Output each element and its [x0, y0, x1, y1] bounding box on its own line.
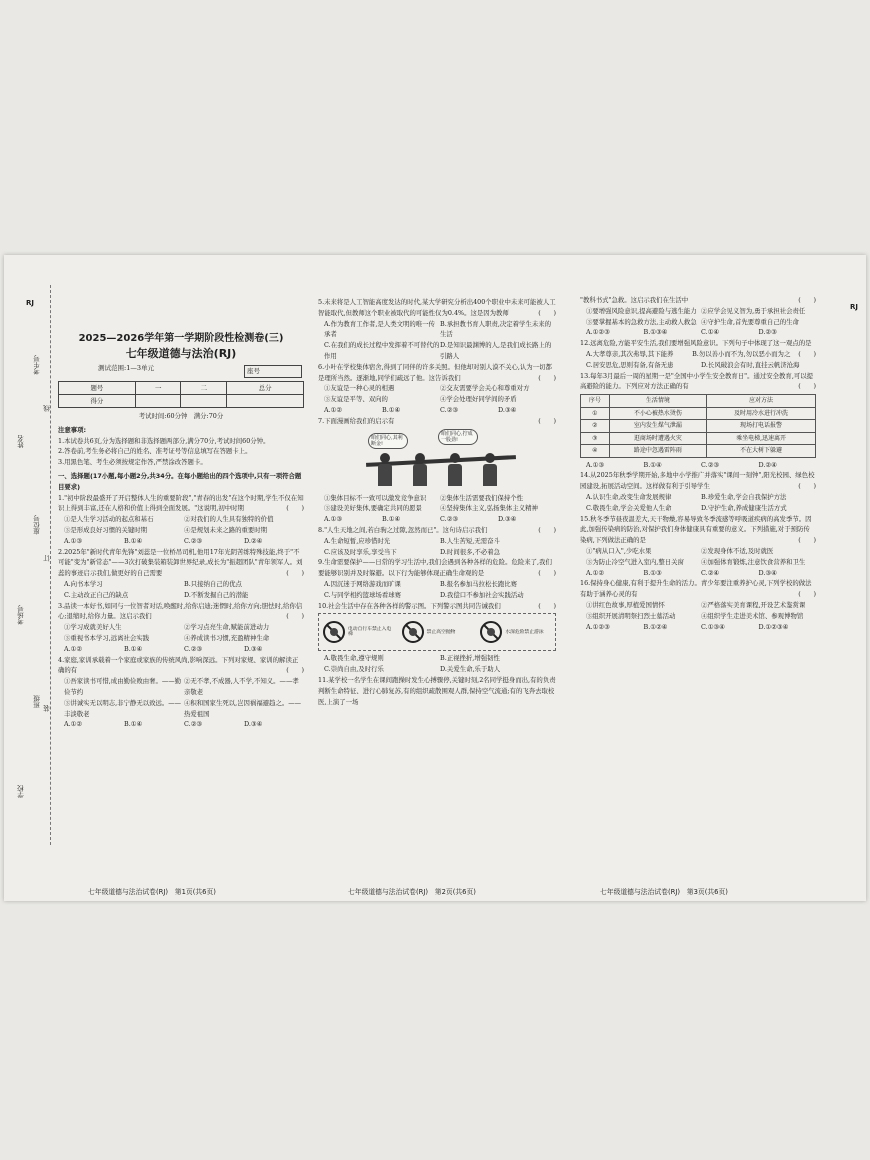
table-row — [581, 407, 816, 420]
choice-item: D.②④ — [244, 536, 263, 545]
table-row — [581, 420, 816, 433]
head — [415, 453, 425, 463]
choice-item: C.崇尚自由,及时行乐 — [324, 665, 384, 674]
notes-heading: 注意事项: — [58, 425, 87, 434]
answer-bracket: ( ) — [798, 382, 816, 391]
choice-item: B.①④ — [124, 644, 143, 653]
choice-item: C.敬畏生命,学会关爱他人生命 — [586, 503, 672, 512]
question-item — [58, 493, 304, 547]
choice-item: B.①③④ — [643, 328, 668, 337]
page-footer-2: 七年级道德与法治试卷(RJ) 第2页(共6页) — [348, 888, 476, 896]
question-text: 3.品读一本好书,如同与一位智者对话,唤醒时,给你启迪;迷惘时,给你方向;胆怯时,给你信心;退缩时,给你力量。这启示我们 — [58, 601, 303, 621]
choice-item: C.在我们的成长过程中发挥着不可替代的作用 — [324, 341, 440, 360]
choice-item: D.③④ — [758, 568, 777, 577]
choice-item: B.①④ — [124, 720, 143, 729]
choice-row — [580, 349, 798, 360]
option-row — [58, 633, 304, 644]
choice-row — [580, 460, 816, 471]
option-row — [318, 493, 556, 504]
warning-sign — [401, 617, 474, 647]
choice-item: A.①③ — [324, 515, 343, 524]
choice-item: D.时间很多,不必着急 — [440, 547, 501, 556]
option-item: ②严格落实美育课程,开设艺术鉴赏课 — [701, 601, 806, 610]
choice-item: B.①③ — [643, 568, 662, 577]
choice-item: B.报名参加马拉松长跑比赛 — [440, 579, 518, 588]
seat-label: 座号 — [247, 367, 260, 375]
choice-item: A.大孝尊亲,其次弗辱,其下能养 — [586, 349, 674, 358]
question-stem — [580, 514, 816, 546]
answer-bracket: ( ) — [286, 504, 304, 513]
worker-figure — [378, 453, 392, 487]
question-list — [318, 297, 556, 707]
choice-item: B.珍爱生命,学会自我保护方法 — [701, 493, 787, 502]
option-row — [58, 676, 304, 698]
option-item: ②对我们的人生具有独特的价值 — [184, 515, 274, 524]
option-item: ②发现身体不适,及时就医 — [701, 547, 774, 556]
binding-margin — [12, 285, 51, 845]
question-item — [580, 514, 816, 579]
score-cell — [227, 395, 304, 408]
option-item: ③要掌握基本的急救方法,主动救人救急 — [586, 317, 697, 326]
choice-item: C.②③ — [184, 720, 203, 729]
sign-caption: 禁止高空抛物 — [426, 629, 456, 635]
question-text: 15.秋冬季节昼夜温差大,天干物燥,容易导致冬季流感等呼吸道疾病的高发季节。因此,加强传染病的防治,对保护我们身体健康具有重要的意义。下列措施,对于预防传染病,下列做法正确的是 — [580, 514, 812, 545]
score-cell: 得分 — [59, 395, 136, 408]
table-cell: ③ — [581, 432, 610, 445]
choice-item: A.①② — [324, 405, 343, 414]
score-row — [59, 395, 304, 408]
choice-row — [318, 664, 556, 675]
option-row — [580, 546, 816, 557]
question-item — [58, 547, 304, 601]
seal-mark: 订 — [43, 555, 51, 562]
falling-object-ban-icon — [401, 620, 425, 644]
worker-figure — [448, 453, 462, 487]
head — [485, 453, 495, 463]
option-row — [318, 383, 556, 394]
choice-row — [580, 492, 816, 503]
answer-bracket: ( ) — [286, 569, 304, 578]
side-label: 学校 — [17, 785, 25, 798]
sign-caption: 水深危险禁止游泳 — [505, 629, 544, 635]
option-row — [580, 557, 816, 568]
table-header-row — [581, 395, 816, 408]
option-item: ③讲诚实无以明志,非宁静无以致远。——丰淡敬老 — [64, 698, 182, 718]
exam-subject: 七年级道德与法治(RJ) — [125, 347, 237, 360]
column-1 — [58, 283, 304, 896]
note-item: 2.答卷前,考生务必将自己的姓名、准考证号等信息填写在答题卡上。 — [58, 447, 252, 456]
choice-row — [58, 719, 304, 730]
cartoon-illustration — [318, 429, 556, 491]
choice-item: C.居安思危,思则有备,有备无患 — [586, 360, 674, 369]
score-cell: 一 — [135, 382, 181, 395]
option-item: ③建设美好集体,要确定共同的愿景 — [324, 504, 422, 513]
question-item — [318, 601, 556, 675]
option-item: ④守护生命,首先要尊重自己的生命 — [701, 317, 799, 326]
question-stem — [580, 578, 816, 600]
option-item: ①是人生学习活动的起点和基石 — [64, 515, 154, 524]
option-item: ④积和国家生死以,岂因祸福避趋之。——热爱祖国 — [184, 698, 302, 718]
choice-item: D.③④ — [498, 405, 517, 414]
question-stem — [58, 601, 304, 623]
choice-item: B.正视挫折,增强韧性 — [440, 654, 500, 663]
option-item: ②集体生活需要我们保持个性 — [440, 493, 524, 502]
question-item — [580, 338, 816, 370]
choice-row — [580, 503, 816, 514]
choice-row — [580, 360, 816, 371]
question-text: 10.社会生活中存在各种各样的警示图。下列警示图共同告诫我们 — [318, 601, 501, 610]
question-item — [580, 371, 816, 471]
answer-bracket: ( ) — [798, 482, 816, 491]
choice-item: A.生命短暂,应珍惜时光 — [324, 536, 391, 545]
question-list — [58, 493, 304, 731]
question-text: 11.某学校一名学生在课间跑操时发生心搏骤停,关键时刻,2名同学挺身而出,有的负责判断生命特征、进行心肺复苏,有的组织疏散围观人群,保持空气流通;有的飞奔去取校医,上演了一场 — [318, 675, 556, 706]
question-item — [580, 578, 816, 632]
answer-bracket: ( ) — [286, 612, 304, 621]
page-footer-1: 七年级道德与法治试卷(RJ) 第1页(共6页) — [88, 888, 216, 896]
option-row — [580, 306, 816, 317]
choice-item: C.应该及时享乐,享受当下 — [324, 547, 397, 556]
answer-bracket: ( ) — [798, 349, 816, 358]
question-text: 1."初中阶段最盛开了开启整体人生的重要阶段","青春的出发"在这个时期,学生不仅在知识上得到丰富,还在人格和价值上得到全面发展。"这说明,初中时期 — [58, 493, 304, 513]
question-stem — [318, 297, 556, 319]
body — [483, 464, 497, 486]
choice-item: A.①③ — [586, 460, 605, 469]
option-row — [58, 514, 304, 525]
test-scope: 测试范围:1—3单元 — [98, 364, 154, 372]
option-item: ①吾家读书可惜,成由勤俭败由奢。——勤俭节约 — [64, 677, 182, 696]
question-stem — [318, 416, 556, 427]
option-row — [580, 611, 816, 622]
option-item: ①要增强风险意识,提高避险与逃生能力 — [586, 306, 697, 315]
choice-item: B.①②④ — [643, 622, 668, 631]
option-row — [318, 503, 556, 514]
speech-bubble: 咱们同心,其利断金! — [368, 433, 408, 449]
question-text: 6.小叶在学校集体宿舍,得到了同伴的许多关照。但他却对别人漠不关心,认为一切都是理所当然。逐渐地,同学们疏远了他。这告诉我们 — [318, 362, 552, 382]
side-label: 考生号 — [33, 355, 41, 375]
side-label: 考场号 — [17, 605, 25, 625]
choice-item: A.①②③ — [586, 328, 610, 337]
choice-item: A.认识生命,改变生命发展规律 — [586, 493, 672, 502]
answer-bracket: ( ) — [538, 416, 556, 425]
seal-mark: 装 — [43, 705, 51, 712]
choice-row — [58, 579, 304, 590]
choice-row — [580, 327, 816, 338]
choice-item: A.①② — [64, 644, 83, 653]
exam-title: 2025—2026学年第一学期阶段性检测卷(三) — [78, 333, 284, 344]
time-note: 考试时间:60分钟 满分:70分 — [138, 412, 224, 420]
question-text: 13.每年3月最后一周的星期一是"全国中小学生安全教育日"。通过安全教育,可以提高避险的能力。下列应对方法正确的有 — [580, 371, 814, 391]
choice-item: B.①④ — [382, 515, 401, 524]
choice-row — [58, 590, 304, 601]
option-item: ①友谊是一种心灵的相遇 — [324, 384, 395, 393]
seat-number-box — [244, 365, 302, 378]
warning-signs — [318, 613, 556, 651]
table-cell: 逛商场时遭遇火灾 — [609, 432, 706, 445]
seal-mark: 线 — [43, 405, 51, 412]
table-row — [581, 445, 816, 458]
corner-mark-right: RJ — [850, 303, 858, 311]
choice-item: A.向书本学习 — [64, 579, 103, 588]
option-item: ①学习成就美好人生 — [64, 623, 122, 632]
choice-row — [318, 340, 556, 362]
table-cell: ① — [581, 407, 610, 420]
table-cell: 及时用冷水进行冲洗 — [707, 407, 816, 420]
choice-row — [318, 547, 556, 558]
score-table — [58, 381, 304, 408]
table-cell: 不在大树下躲避 — [707, 445, 816, 458]
question-stem — [580, 470, 816, 492]
question-stem — [58, 493, 304, 515]
exam-paper — [4, 255, 866, 901]
choice-item: A.敬畏生命,遵守规则 — [324, 654, 384, 663]
option-item: ②学习点亮生命,赋能前进动力 — [184, 623, 270, 632]
table-cell: 室内发生煤气泄漏 — [609, 420, 706, 433]
question-list — [580, 295, 816, 632]
warning-sign — [479, 617, 552, 647]
column-3 — [580, 295, 816, 896]
option-row — [58, 698, 304, 720]
choice-item: C.②③ — [440, 405, 459, 414]
question-item — [318, 297, 556, 362]
option-item: ③为防止冷空气进入室内,整日关窗 — [586, 557, 684, 566]
choice-item: B.只接纳自己的优点 — [184, 579, 242, 588]
question-stem — [58, 547, 304, 579]
score-cell: 二 — [181, 382, 227, 395]
choice-item: C.②③ — [701, 460, 720, 469]
page-footer-3: 七年级道德与法治试卷(RJ) 第3页(共6页) — [600, 888, 728, 896]
option-item: ②应学会见义智为,勇于承担社会责任 — [701, 306, 806, 315]
swim-ban-icon — [479, 620, 503, 644]
question-text: 9.生命需要保护——日常的学习生活中,我们会遇到各种各样的危险。危险来了,我们要能够识别并及时躲避。以下行为能够体现正确生命观的是 — [318, 558, 552, 578]
question-text: 14.从2025年秋季学期开始,多地中小学推广并落实"课间一刻钟",阳光校园、绿色校园建设,拓展活动空间。这样做有利于引导学生 — [580, 471, 815, 491]
choice-item: A.①② — [586, 568, 605, 577]
choice-item: D.守护生命,养成健康生活方式 — [701, 503, 787, 512]
body — [378, 464, 392, 486]
choice-item: B.人生苦短,无需奋斗 — [440, 536, 500, 545]
option-item: ①讲红色故事,厚植爱国情怀 — [586, 601, 665, 610]
choice-item: B.①④ — [643, 460, 662, 469]
table-header-cell: 生活情境 — [609, 395, 706, 408]
choice-item: A.①②③ — [586, 622, 610, 631]
choice-item: C.②③ — [184, 536, 203, 545]
choice-row — [580, 622, 816, 633]
option-item: ④组织学生走进美术馆、参观博物馆 — [701, 611, 804, 620]
question-text: 8."人生天地之间,若白驹之过隙,忽然而已"。这句诗启示我们 — [318, 525, 488, 534]
question-item — [318, 416, 556, 525]
body — [413, 464, 427, 486]
choice-item: D.②④ — [758, 460, 777, 469]
question-stem — [58, 655, 304, 677]
option-item: ②交友需要学会关心和尊重对方 — [440, 384, 530, 393]
option-item: ④养成读书习惯,充盈精神生命 — [184, 633, 270, 642]
table-cell: ② — [581, 420, 610, 433]
option-item: ③友谊是平等、双向的 — [324, 395, 388, 404]
table-cell: ④ — [581, 445, 610, 458]
question-item — [318, 525, 556, 557]
score-cell — [181, 395, 227, 408]
option-item: ③是形成良好习惯的关键时期 — [64, 525, 148, 534]
option-item: ②无不孝,不成器,人不学,不知义。——孝亲敬老 — [184, 677, 299, 696]
choice-row — [318, 405, 556, 416]
choice-item: A.作为教育工作者,是人类文明的唯一传承者 — [324, 319, 435, 339]
question-item — [318, 675, 556, 707]
option-item: ④坚持集体主义,弘扬集体主义精神 — [440, 504, 538, 513]
choice-item: C.②④ — [701, 568, 720, 577]
score-cell: 总分 — [227, 382, 304, 395]
side-label: 班级 — [33, 695, 41, 708]
option-item: ③重视书本学习,远离社会实践 — [64, 633, 150, 642]
answer-bracket: ( ) — [538, 373, 556, 382]
option-item: ④学会处理好同学间的矛盾 — [440, 395, 517, 404]
question-stem — [580, 295, 816, 306]
question-stem — [580, 371, 816, 393]
question-text: 5.未来将是人工智能高度发达的时代,某大学研究分析出400个职业中未来可能被人工智能取代,但教师这个职业被取代的可能性仅为0.4%。这是因为教师 — [318, 298, 556, 317]
question-item — [58, 601, 304, 655]
question-text: 12.远离危险,方能平安生活,我们要增强风险意识。下列句子中体现了这一观点的是 — [580, 339, 812, 348]
choice-item: C.②③ — [440, 515, 459, 524]
choice-item: D.②③ — [758, 328, 777, 337]
bike-ban-icon — [322, 620, 346, 644]
question-item — [580, 470, 816, 513]
question-stem — [318, 601, 556, 612]
question-item — [318, 557, 556, 600]
choice-item: D.③④ — [498, 515, 517, 524]
option-item: ①集体目标不一致可以激发竞争意识 — [324, 493, 427, 502]
table-cell: 现场打电话报警 — [707, 420, 816, 433]
choice-item: A.①② — [64, 720, 83, 729]
question-stem — [318, 675, 556, 707]
table-header-cell: 序号 — [581, 395, 610, 408]
choice-item: A.①③ — [64, 536, 83, 545]
choice-row — [580, 568, 816, 579]
question-item — [58, 655, 304, 731]
answer-bracket: ( ) — [538, 601, 556, 610]
answer-bracket: ( ) — [538, 569, 556, 578]
choice-row — [318, 536, 556, 547]
choice-row — [58, 644, 304, 655]
choice-item: C.①③④ — [701, 622, 725, 631]
answer-bracket: ( ) — [538, 525, 556, 534]
note-item: 1.本试卷共6页,分为选择题和非选择题两部分,满分70分,考试时间60分钟。 — [58, 436, 270, 445]
choice-item: C.②③ — [184, 644, 203, 653]
option-item: ④是规划未来之路的重要时期 — [184, 525, 268, 534]
note-item: 3.用黑色笔、考生必须按规定作答,严禁涂改答题卡。 — [58, 458, 207, 467]
choice-item: A.因沉迷于网络游戏而旷课 — [324, 579, 401, 588]
choice-item: C.与同学相约篮球场看球赛 — [324, 590, 401, 599]
question-text: 2.2025年"新时代青年先锋"刘蕊是一位桥吊司机,他用17年光阴苦练特殊技能,终于"不可能"变为"新常态"——3次打破集装箱装卸世界纪录,成长为"振超团队"青年领军人。刘蕊的事迹启示我们,做更好的自己需要 — [58, 547, 303, 578]
choice-row — [318, 319, 556, 341]
question-stem — [318, 362, 556, 384]
question-text: 4.家庭,家训承载着一个家庭或家族的传统风尚,影响深远。下列对家规、家训的解读正确的有 — [58, 655, 299, 675]
head — [450, 453, 460, 463]
notes-list — [58, 436, 304, 468]
choice-item: B.①④ — [124, 536, 143, 545]
option-row — [58, 622, 304, 633]
choice-row — [318, 590, 556, 601]
choice-item: B.勿以善小而不为,勿以恶小而为之 — [692, 349, 791, 358]
question-item — [580, 295, 816, 338]
speech-bubble: 咱们同心,拧成一股劲! — [438, 429, 478, 445]
choice-item: C.①④ — [701, 328, 720, 337]
choice-item: D.不断发掘自己的潜能 — [184, 590, 249, 599]
option-row — [58, 525, 304, 536]
option-row — [318, 394, 556, 405]
score-cell — [135, 395, 181, 408]
option-item: ④加强体育锻炼,注意饮食营养和卫生 — [701, 557, 806, 566]
choice-row — [318, 579, 556, 590]
option-row — [580, 600, 816, 611]
choice-item: D.①②③④ — [758, 622, 789, 631]
choice-item: D.③④ — [244, 644, 263, 653]
choice-item: D.③④ — [244, 720, 263, 729]
choice-item: D.我偿口不参加社会实践活动 — [440, 590, 524, 599]
question-item — [318, 362, 556, 416]
option-item: ③组织开展清明祭扫烈士墓活动 — [586, 611, 676, 620]
answer-bracket: ( ) — [286, 666, 304, 675]
choice-item: C.主动改正自己的缺点 — [64, 590, 129, 599]
table-header-cell: 应对方法 — [707, 395, 816, 408]
choice-item: D.长风破浪会有时,直挂云帆济沧海 — [701, 360, 800, 369]
section1-heading: 一、选择题(17小题,每小题2分,共34分。在每小题给出的四个选项中,只有一项符合题目要求) — [58, 471, 302, 491]
safety-table — [580, 394, 816, 458]
score-cell: 题号 — [59, 382, 136, 395]
question-text: "教科书式"急救。这启示我们在生活中 — [580, 296, 689, 304]
question-text: 16.保持身心健康,有利于提升生命的活力。青少年要注重养护心灵,下列学校的做法有助于涵养心灵的有 — [580, 579, 812, 599]
question-stem — [318, 557, 556, 579]
answer-bracket: ( ) — [538, 308, 556, 317]
body — [448, 464, 462, 486]
choice-row — [318, 514, 556, 525]
table-cell: 乘坐电梯,迅速离开 — [707, 432, 816, 445]
table-cell: 路途中忽遇雷阵雨 — [609, 445, 706, 458]
side-label: 座位号 — [33, 515, 41, 535]
table-cell: 不小心被热水烫伤 — [609, 407, 706, 420]
worker-figure — [413, 453, 427, 487]
warning-sign — [322, 617, 395, 647]
choice-item: B.承担教书育人职责,决定着学生未来的生活 — [440, 319, 552, 339]
head — [380, 453, 390, 463]
answer-bracket: ( ) — [798, 296, 816, 304]
side-label: 姓名 — [17, 435, 25, 448]
column-2 — [318, 297, 556, 896]
question-stem — [318, 525, 556, 536]
question-text: 7.下面漫画给我们的启示有 — [318, 416, 395, 425]
choice-item: D.关爱生命,乐于助人 — [440, 665, 501, 674]
sign-caption: 电动自行车禁止入电梯 — [348, 626, 392, 638]
choice-item: D.是知识最渊博的人,是我们成长路上的引路人 — [440, 341, 552, 360]
worker-figure — [483, 453, 497, 487]
option-item: ①"病从口入",少吃水果 — [586, 547, 652, 556]
score-row — [59, 382, 304, 395]
corner-mark-left: RJ — [26, 299, 34, 307]
table-row — [581, 432, 816, 445]
option-row — [580, 317, 816, 328]
answer-bracket: ( ) — [798, 590, 816, 599]
choice-item: B.①④ — [382, 405, 401, 414]
answer-bracket: ( ) — [798, 536, 816, 545]
choice-row — [58, 536, 304, 547]
choice-row — [318, 653, 556, 664]
